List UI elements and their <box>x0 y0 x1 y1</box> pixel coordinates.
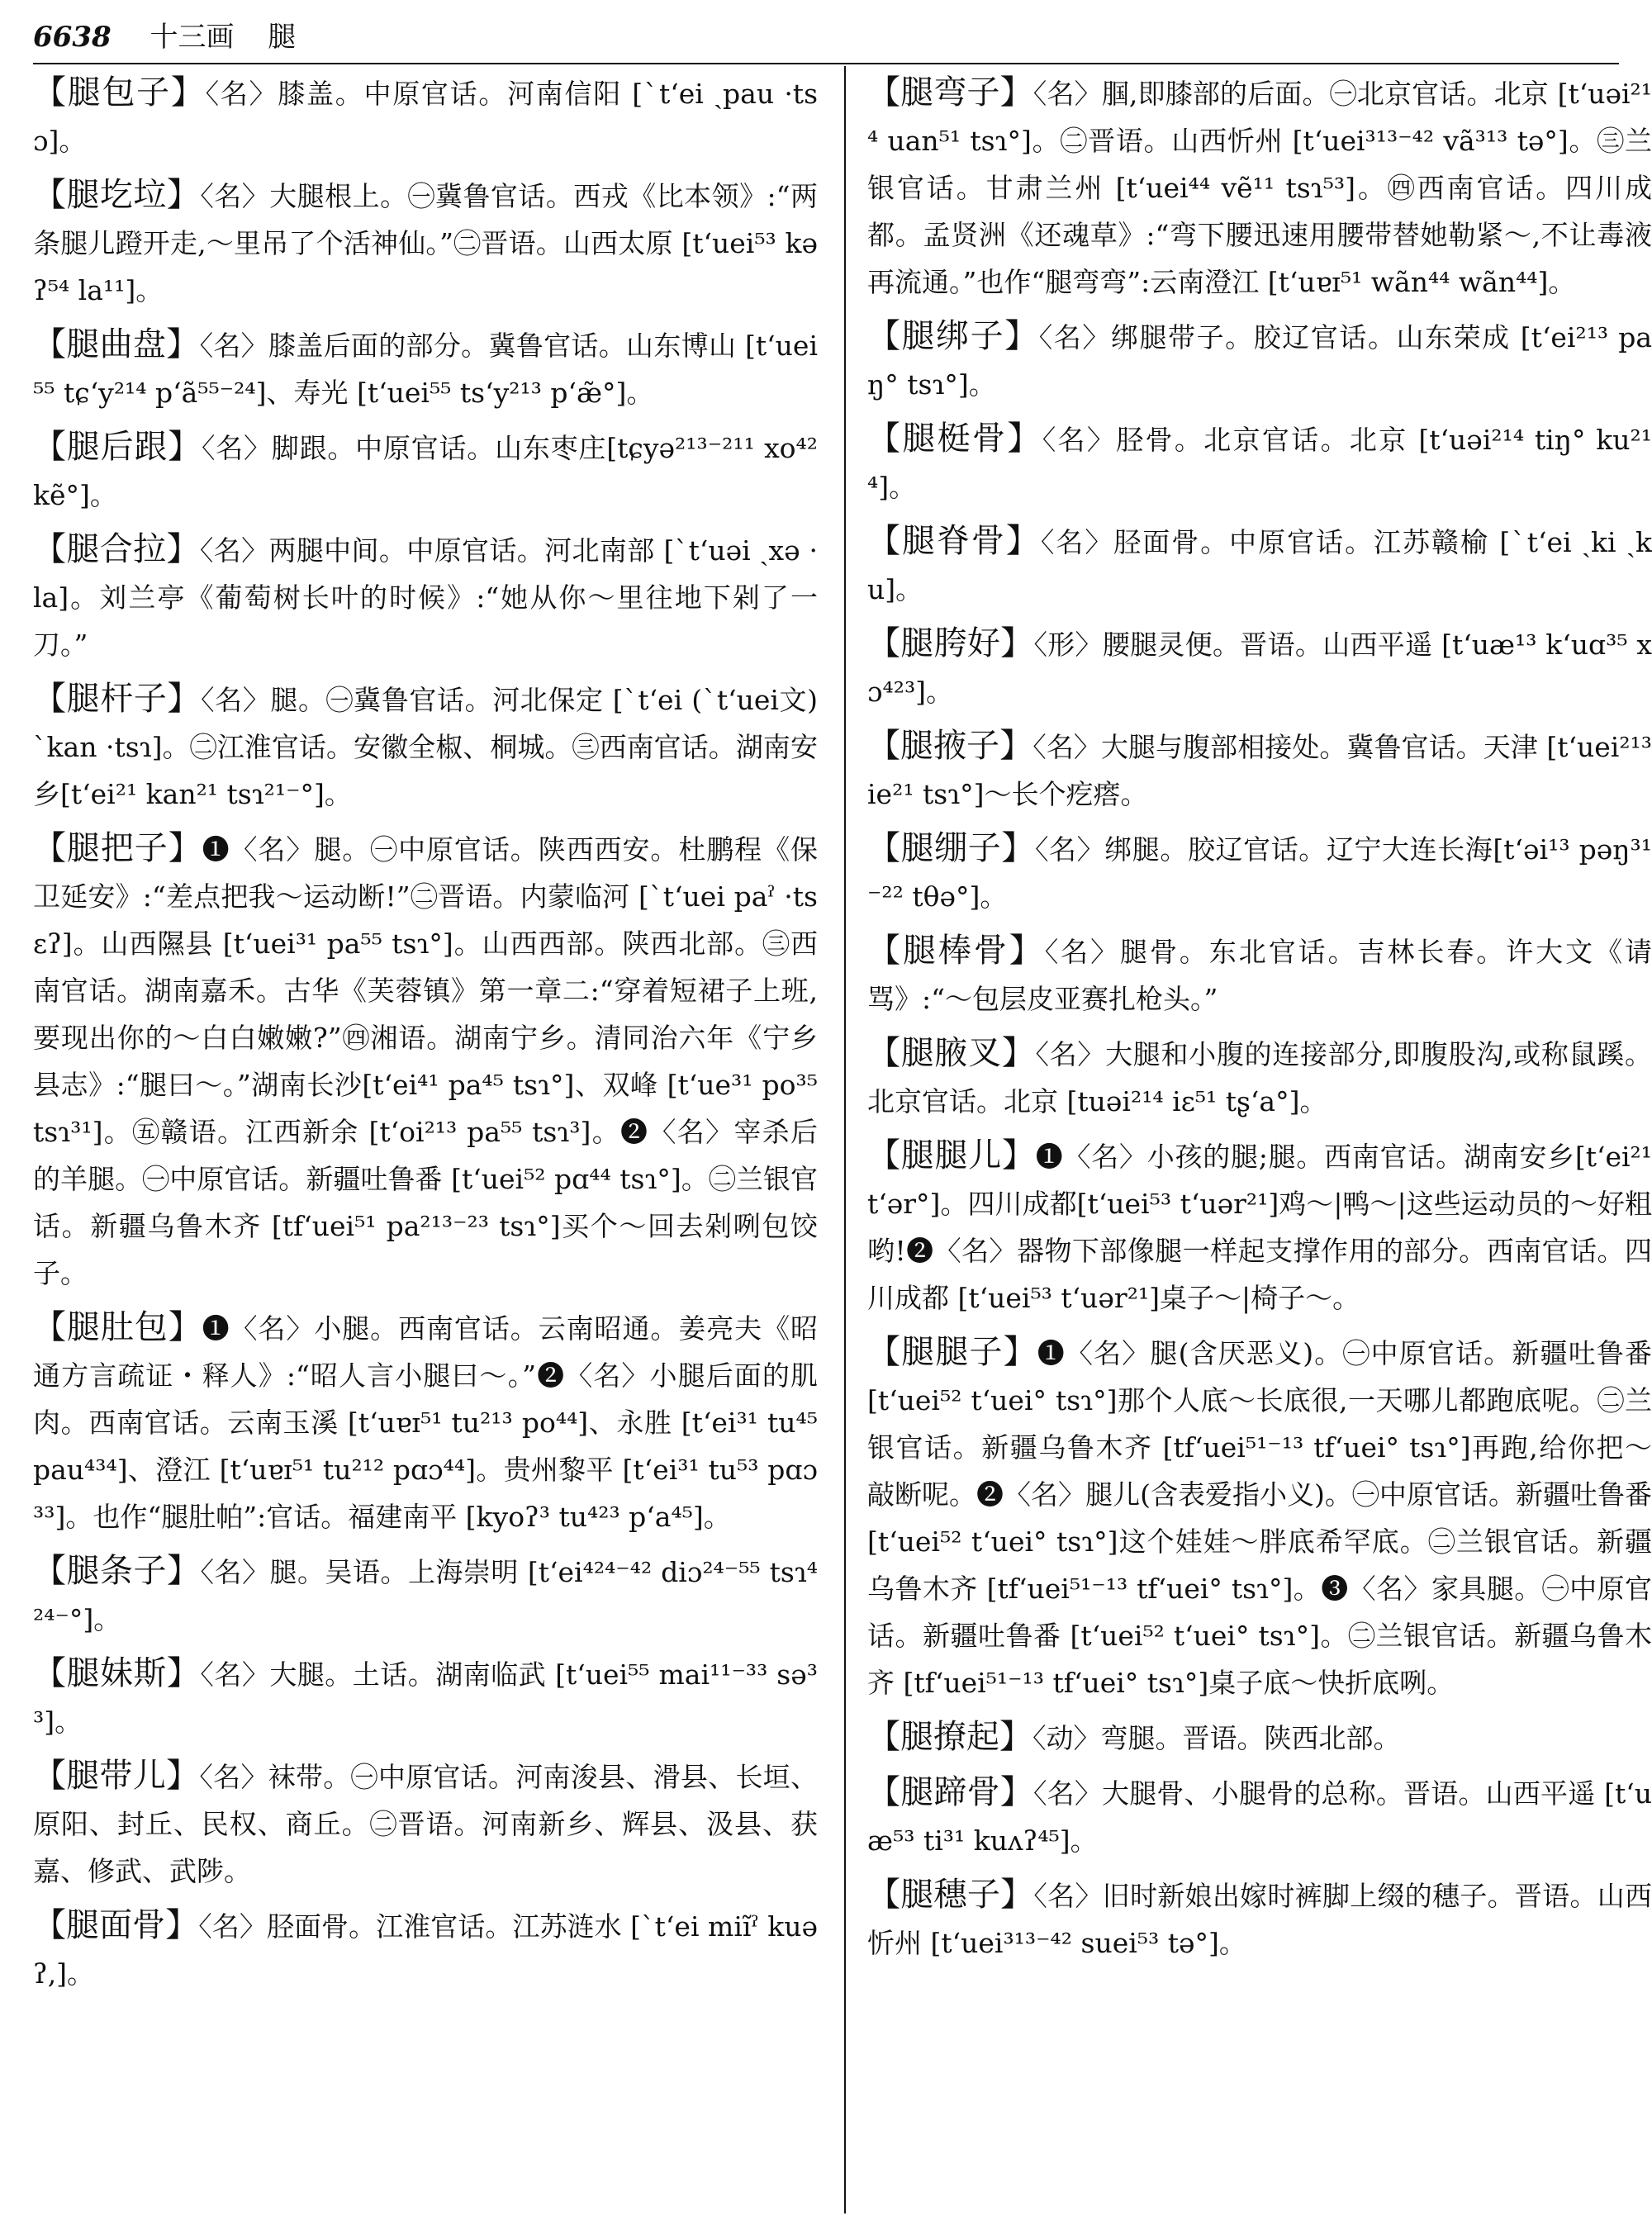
entry-headword: 【腿妹斯】 <box>33 1654 201 1692</box>
entry-body: 〈名〉大腿与腹部相接处。冀鲁官话。天津 [t‘uei²¹³ ie²¹ tsɿ°]～长个疙瘩。 <box>867 731 1652 810</box>
entry-headword: 【腿胯好】 <box>867 624 1034 662</box>
entry-body: ❶〈名〉小腿。西南官话。云南昭通。姜亮夫《昭通方言疏证・释人》:“昭人言小腿曰～。”❷〈名〉小腿后面的肌肉。西南官话。云南玉溪 [t‘uɐɪ⁵¹ tu²¹³ po⁴⁴]、永胜 [t‘ei³¹ tu⁴⁵ pau⁴³⁴]、澄江 [t‘uɐɪ⁵¹ tu²¹² pɑɔ⁴⁴]。贵州黎平 [t‘ei³¹ tu⁵³ pɑɔ³³]。也作“腿肚帕”:官话。福建南平 [kyoʔ³ tu⁴²³ p‘a⁴⁵]。 <box>33 1312 827 1533</box>
entry-body: 〈名〉膝盖后面的部分。冀鲁官话。山东博山 [t‘uei⁵⁵ tɕ‘y²¹⁴ p‘ã⁵⁵⁻²⁴]、寿光 [t‘uei⁵⁵ ts‘y²¹³ p‘æ̃°]。 <box>33 330 819 409</box>
entry <box>867 723 1652 818</box>
page-header <box>33 15 1635 59</box>
entry-headword: 【腿曲盘】 <box>33 325 200 363</box>
entry-body: 〈名〉大腿。土话。湖南临武 [t‘uei⁵⁵ mai¹¹⁻³³ sə³³]。 <box>33 1658 818 1738</box>
entry <box>867 415 1652 510</box>
entry-body: 〈名〉脚跟。中原官话。山东枣庄[tɕyə²¹³⁻²¹¹ xo⁴² kẽ°]。 <box>33 432 827 511</box>
entry-headword: 【腿把子】 <box>33 829 202 867</box>
entry <box>867 313 1652 408</box>
entry-body: 〈动〉弯腿。晋语。陕西北部。 <box>1032 1722 1401 1754</box>
entry-headword: 【腿掖子】 <box>867 727 1033 765</box>
entry-headword: 【腿弯子】 <box>867 74 1033 112</box>
entry-headword: 【腿合拉】 <box>33 530 200 568</box>
entry <box>33 1548 818 1643</box>
entry-body: 〈名〉胫面骨。中原官话。江苏赣榆 [ˋt‘ei ˏki ˏku]。 <box>867 526 1652 605</box>
entry-body: 〈形〉腰腿灵便。晋语。山西平遥 [t‘uæ¹³ k‘uɑ³⁵ xɔ⁴²³]。 <box>867 629 1652 708</box>
entry <box>33 69 818 164</box>
entry <box>33 526 818 668</box>
entry-body: 〈名〉胫面骨。江淮官话。江苏涟水 [ˋt‘ei miĩˀ kuəʔ,]。 <box>33 1910 819 1990</box>
entry-body: 〈名〉袜带。㊀中原官话。河南浚县、滑县、长垣、原阳、封丘、民权、商丘。㊁晋语。河南新乡、辉县、汲县、获嘉、修武、武陟。 <box>33 1761 819 1887</box>
entry <box>33 1650 818 1745</box>
right-column <box>867 69 1652 2217</box>
entry-body: 〈名〉腿骨。东北官话。吉林长春。许大文《请骂》:“～包层皮亚赛扎枪头。” <box>867 936 1652 1015</box>
entry <box>867 1714 1652 1762</box>
header-rule <box>33 63 1619 64</box>
entry-body: 〈名〉腘,即膝部的后面。㊀北京官话。北京 [t‘uəi²¹⁴ uan⁵¹ tsɿ°]。㊁晋语。山西忻州 [t‘uei³¹³⁻⁴² vã³¹³ tə°]。㊂兰银官话。甘肃兰州 [t‘uei⁴⁴ vẽ¹¹ tsɿ⁵³]。㊃西南官话。四川成都。孟贤洲《还魂草》:“弯下腰迅速用腰带替她勒紧～,不让毒液再流通。”也作“腿弯弯”:云南澄江 [t‘uɐɪ⁵¹ wãn⁴⁴ wãn⁴⁴]。 <box>867 78 1652 298</box>
entry-headword: 【腿梃骨】 <box>867 420 1042 458</box>
entry-headword: 【腿脊骨】 <box>867 522 1041 560</box>
entry-headword: 【腿包子】 <box>33 74 206 112</box>
entry <box>867 1872 1652 1967</box>
entry <box>33 321 818 416</box>
entry-headword: 【腿条子】 <box>33 1552 201 1590</box>
entry-body: ❶〈名〉腿。㊀中原官话。陕西西安。杜鹏程《保卫延安》:“差点把我～运动断!”㊁晋语。内蒙临河 [ˋt‘uei paˀ ·tsɛʔ]。山西隰县 [t‘uei³¹ pa⁵⁵ tsɿ°]。山西西部。陕西北部。㊂西南官话。湖南嘉禾。古华《芙蓉镇》第一章二:“穿着短裙子上班,要现出你的～白白嫩嫩?”㊃湘语。湖南宁乡。清同治六年《宁乡县志》:“腿曰～。”湖南长沙[t‘ei⁴¹ pa⁴⁵ tsɿ°]、双峰 [t‘ue³¹ po³⁵ tsɿ³¹]。㊄赣语。江西新余 [t‘oi²¹³ pa⁵⁵ tsɿ³]。❷〈名〉宰杀后的羊腿。㊀中原官话。新疆吐鲁番 [t‘uei⁵² pɑ⁴⁴ tsɿ°]。㊁兰银官话。新疆乌鲁木齐 [tf‘uei⁵¹ pa²¹³⁻²³ tsɿ°]买个～回去剁咧包饺子。 <box>33 833 827 1289</box>
header-character: 腿 <box>268 21 297 54</box>
entry-headword: 【腿腿儿】 <box>867 1136 1036 1174</box>
entry-body: 〈名〉大腿根上。㊀冀鲁官话。西戎《比本领》:“两条腿儿蹬开走,～里吊了个活神仙。”㊁晋语。山西太原 [t‘uei⁵³ kəʔ⁵⁴ la¹¹]。 <box>33 180 819 306</box>
entry-headword: 【腿棒骨】 <box>867 932 1045 970</box>
entry-headword: 【腿后跟】 <box>33 428 202 466</box>
entry-body: 〈名〉大腿和小腹的连接部分,即腹股沟,或称鼠蹊。北京官话。北京 [tuəi²¹⁴ iɛ⁵¹ tʂ‘a°]。 <box>867 1038 1652 1117</box>
entry-body: ❶〈名〉腿(含厌恶义)。㊀中原官话。新疆吐鲁番 [t‘uei⁵² t‘uei° tsɿ°]那个人底～长底很,一天哪儿都跑底呢。㊁兰银官话。新疆乌鲁木齐 [tf‘uei⁵¹⁻¹³ tf‘uei° tsɿ°]再跑,给你把～敲断呢。❷〈名〉腿儿(含表爱指小义)。㊀中原官话。新疆吐鲁番 [t‘uei⁵² t‘uei° tsɿ°]这个娃娃～胖底希罕底。㊁兰银官话。新疆乌鲁木齐 [tf‘uei⁵¹⁻¹³ tf‘uei° tsɿ°]。❸〈名〉家具腿。㊀中原官话。新疆吐鲁番 [t‘uei⁵² t‘uei° tsɿ°]。㊁兰银官话。新疆乌鲁木齐 [tf‘uei⁵¹⁻¹³ tf‘uei° tsɿ°]桌子底～快折底咧。 <box>867 1337 1652 1699</box>
entry <box>33 676 827 818</box>
entry <box>33 172 818 314</box>
entry-body: 〈名〉两腿中间。中原官话。河北南部 [ˋt‘uəi ˏxə ·la]。刘兰亭《葡萄树长叶的时候》:“她从你～里往地下剁了一刀。” <box>33 534 818 661</box>
entry-headword: 【腿带儿】 <box>33 1757 200 1795</box>
entry <box>33 825 827 1297</box>
entry <box>33 424 827 519</box>
entry <box>33 1753 818 1895</box>
entry-headword: 【腿蹄骨】 <box>867 1773 1033 1811</box>
entry-headword: 【腿面骨】 <box>33 1906 199 1944</box>
column-divider <box>844 66 846 2213</box>
entry <box>867 1030 1652 1125</box>
entry-headword: 【腿绷子】 <box>867 829 1035 867</box>
entry-body: 〈名〉大腿骨、小腿骨的总称。晋语。山西平遥 [t‘uæ⁵³ ti³¹ kuʌʔ⁴⁵]。 <box>867 1777 1652 1857</box>
stroke-section: 十三画 <box>150 21 235 54</box>
page-number: 6638 <box>33 21 112 54</box>
entry <box>33 1902 818 1997</box>
entry-headword: 【腿腿子】 <box>867 1333 1037 1371</box>
entry-headword: 【腿穗子】 <box>867 1876 1034 1914</box>
entry-body: 〈名〉腿。㊀冀鲁官话。河北保定 [ˋt‘ei (ˋt‘uei文) ˋkan ·tsɿ]。㊁江淮官话。安徽全椒、桐城。㊂西南官话。湖南安乡[t‘ei²¹ kan²¹ tsɿ²¹⁻°]。 <box>33 684 827 810</box>
entry-body: 〈名〉胫骨。北京官话。北京 [t‘uəi²¹⁴ tiŋ° ku²¹⁴]。 <box>867 424 1652 503</box>
entry-headword: 【腿绑子】 <box>867 317 1039 355</box>
entry <box>867 825 1652 920</box>
entry <box>867 69 1652 306</box>
entry-body: 〈名〉膝盖。中原官话。河南信阳 [ˋt‘ei ˏpau ·tsɔ]。 <box>33 78 819 157</box>
entry <box>33 1304 827 1540</box>
entry-body: 〈名〉腿。吴语。上海崇明 [t‘ei⁴²⁴⁻⁴² diɔ²⁴⁻⁵⁵ tsɿ⁴²⁴⁻°]。 <box>33 1556 819 1635</box>
left-column <box>33 69 827 2217</box>
entry <box>867 1769 1652 1864</box>
entry-headword: 【腿圪垃】 <box>33 176 201 214</box>
entry-body: 〈名〉绑腿。胶辽官话。辽宁大连长海[t‘əi¹³ pəŋ³¹⁻²² tθə°]。 <box>867 833 1652 913</box>
entry <box>867 620 1652 715</box>
entry-body: ❶〈名〉小孩的腿;腿。西南官话。湖南安乡[t‘ei²¹ t‘ər°]。四川成都[t‘uei⁵³ t‘uər²¹]鸡～|鸭～|这些运动员的～好粗哟!❷〈名〉器物下部像腿一样起支撑作用的部分。西南官话。四川成都 [t‘uei⁵³ t‘uər²¹]桌子～|椅子～。 <box>867 1141 1652 1314</box>
entry-headword: 【腿杆子】 <box>33 680 202 718</box>
entry <box>867 1329 1652 1706</box>
entry <box>867 518 1652 613</box>
entry <box>867 1132 1652 1321</box>
entry-headword: 【腿肚包】 <box>33 1308 202 1346</box>
entry <box>867 928 1652 1022</box>
entry-body: 〈名〉绑腿带子。胶辽官话。山东荣成 [t‘ei²¹³ paŋ° tsɿ°]。 <box>867 321 1652 401</box>
entry-body: 〈名〉旧时新娘出嫁时裤脚上缀的穗子。晋语。山西忻州 [t‘uei³¹³⁻⁴² suei⁵³ tə°]。 <box>867 1880 1652 1959</box>
entry-headword: 【腿撩起】 <box>867 1718 1032 1756</box>
entry-headword: 【腿腋叉】 <box>867 1034 1036 1072</box>
